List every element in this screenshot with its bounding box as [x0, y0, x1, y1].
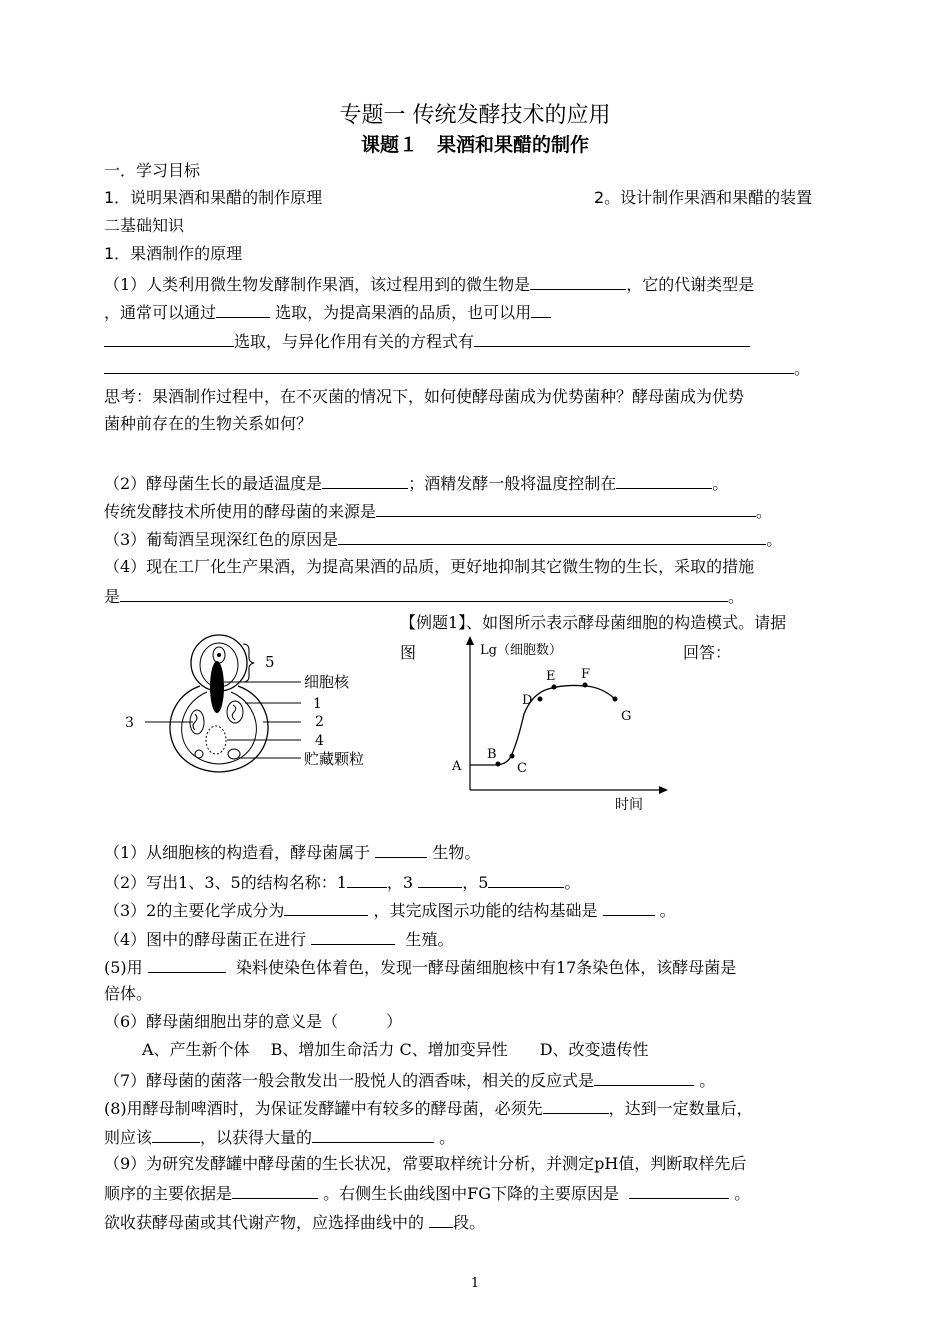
answer-blank[interactable]: [530, 273, 626, 290]
point-label-G: G: [621, 709, 632, 724]
answer-blank[interactable]: [616, 472, 712, 489]
growth-curve-chart: [440, 632, 680, 817]
question-3: （3）葡萄酒呈现深红色的原因是 。: [104, 530, 783, 549]
page-title: 专题一 传统发酵技术的应用: [339, 103, 611, 128]
point-label-F: F: [581, 667, 591, 682]
label-5: 5: [265, 653, 275, 671]
label-2: 2: [315, 714, 324, 730]
answer-blank[interactable]: [216, 301, 270, 318]
example-q6: （6）酵母菌细胞出芽的意义是（ ）: [104, 1012, 403, 1031]
label-3: 3: [125, 715, 134, 731]
answer-blank[interactable]: [603, 899, 655, 916]
question-2-line2: 传统发酵技术所使用的酵母菌的来源是 。: [104, 502, 773, 521]
chart-ylabel: Lg（细胞数）: [480, 643, 562, 658]
question-1-line4: 。: [104, 357, 810, 379]
example-q7: （7）酵母菌的菌落一般会散发出一股悦人的酒香味，相关的反应式是 。: [104, 1071, 716, 1090]
page-subtitle: 课题１ 果酒和果醋的制作: [360, 134, 589, 156]
question-1-line1: （1）人类利用微生物发酵制作果酒，该过程用到的微生物是 ，它的代谢类型是: [104, 275, 755, 294]
example-title-line1: 【例题1】、如图所示表示酵母菌细胞的构造模式。请据: [400, 613, 787, 632]
answer-blank[interactable]: [347, 871, 387, 888]
label-nucleus: 细胞核: [304, 673, 350, 691]
think-line1: 思考：果酒制作过程中，在不灭菌的情况下，如何使酵母菌成为优势菌种？酵母菌成为优势: [104, 387, 745, 406]
subsection-1: 1．果酒制作的原理: [104, 244, 243, 263]
answer-blank[interactable]: [120, 585, 728, 602]
example-q8-line2: 则应该 ，以获得大量的 。: [104, 1128, 456, 1147]
answer-blank[interactable]: [418, 871, 462, 888]
example-q2: （2）写出1、3、5的结构名称：1 ，3 ，5 。: [104, 873, 581, 892]
chart-xlabel: 时间: [615, 797, 643, 813]
yeast-cell-diagram: [115, 630, 390, 780]
label-4: 4: [315, 733, 324, 749]
example-q9-line1: （9）为研究发酵罐中酵母菌的生长状况，常要取样统计分析，并测定pH值，判断取样先后: [104, 1154, 747, 1173]
point-label-D: D: [522, 693, 533, 708]
question-1-line2: ，通常可以通过 选取，为提高果酒的品质，也可以用: [104, 301, 551, 323]
answer-blank[interactable]: [474, 330, 750, 347]
answer-blank[interactable]: [284, 899, 368, 916]
answer-blank[interactable]: [594, 1069, 694, 1086]
example-title-line2b: 回答：: [683, 643, 732, 662]
answer-blank[interactable]: [104, 357, 794, 374]
point-label-E: E: [546, 669, 556, 684]
answer-blank[interactable]: [312, 1126, 434, 1143]
answer-blank[interactable]: [488, 871, 564, 888]
goal-1: 1．说明果酒和果醋的制作原理: [104, 188, 323, 207]
point-label-C: C: [517, 761, 527, 776]
answer-blank[interactable]: [104, 330, 234, 347]
answer-blank[interactable]: [322, 472, 408, 489]
answer-blank[interactable]: [338, 528, 766, 545]
example-q9-line2: 顺序的主要依据是 。右侧生长曲线图中FG下降的主要原因是 。: [104, 1184, 751, 1203]
example-q1: （1）从细胞核的构造看，酵母菌属于 生物。: [104, 843, 481, 862]
example-q9-line3: 欲收获酵母菌或其代谢产物，应选择曲线中的 段。: [104, 1213, 486, 1232]
example-q6-options: A、产生新个体 B、增加生命活力 C、增加变异性 D、改变遗传性: [142, 1040, 649, 1059]
think-line2: 菌种前存在的生物关系如何？: [104, 414, 313, 433]
answer-blank[interactable]: [629, 1182, 729, 1199]
answer-blank[interactable]: [152, 1126, 200, 1143]
example-q5-line2: 倍体。: [104, 984, 153, 1003]
point-label-A: A: [452, 759, 462, 774]
section-1-heading: 一．学习目标: [104, 161, 201, 180]
section-2-heading: 二基础知识: [104, 216, 185, 235]
answer-blank[interactable]: [531, 301, 551, 318]
label-1: 1: [313, 696, 322, 712]
answer-blank[interactable]: [311, 928, 395, 945]
question-1-line3: 选取，与异化作用有关的方程式有: [104, 330, 750, 352]
page-number: 1: [470, 1276, 480, 1291]
example-title-line2a: 图: [400, 643, 417, 662]
answer-blank[interactable]: [543, 1097, 609, 1114]
example-q8-line1: (8)用酵母制啤酒时，为保证发酵罐中有较多的酵母菌，必须先 ，达到一定数量后，: [104, 1099, 753, 1118]
answer-blank[interactable]: [429, 1211, 453, 1228]
example-q3: （3）2的主要化学成分为 ，其完成图示功能的结构基础是 。: [104, 901, 676, 920]
example-q4: （4）图中的酵母菌正在进行 生殖。: [104, 930, 454, 949]
answer-blank[interactable]: [232, 1182, 318, 1199]
answer-blank[interactable]: [376, 500, 756, 517]
question-2-line1: （2）酵母菌生长的最适温度是 ；酒精发酵一般将温度控制在 。: [104, 474, 729, 493]
question-4-line2: 是 。: [104, 587, 745, 606]
point-label-B: B: [487, 747, 497, 762]
goal-2: 2。设计制作果酒和果醋的装置: [594, 188, 813, 207]
question-4-line1: （4）现在工厂化生产果酒，为提高果酒的品质，更好地抑制其它微生物的生长，采取的措施: [104, 557, 755, 576]
example-q5-line1: (5)用 染料使染色体着色，发现一酵母菌细胞核中有17条染色体，该酵母菌是: [104, 958, 737, 977]
label-storage-granule: 贮藏颗粒: [304, 750, 365, 768]
answer-blank[interactable]: [375, 841, 427, 858]
answer-blank[interactable]: [148, 956, 226, 973]
